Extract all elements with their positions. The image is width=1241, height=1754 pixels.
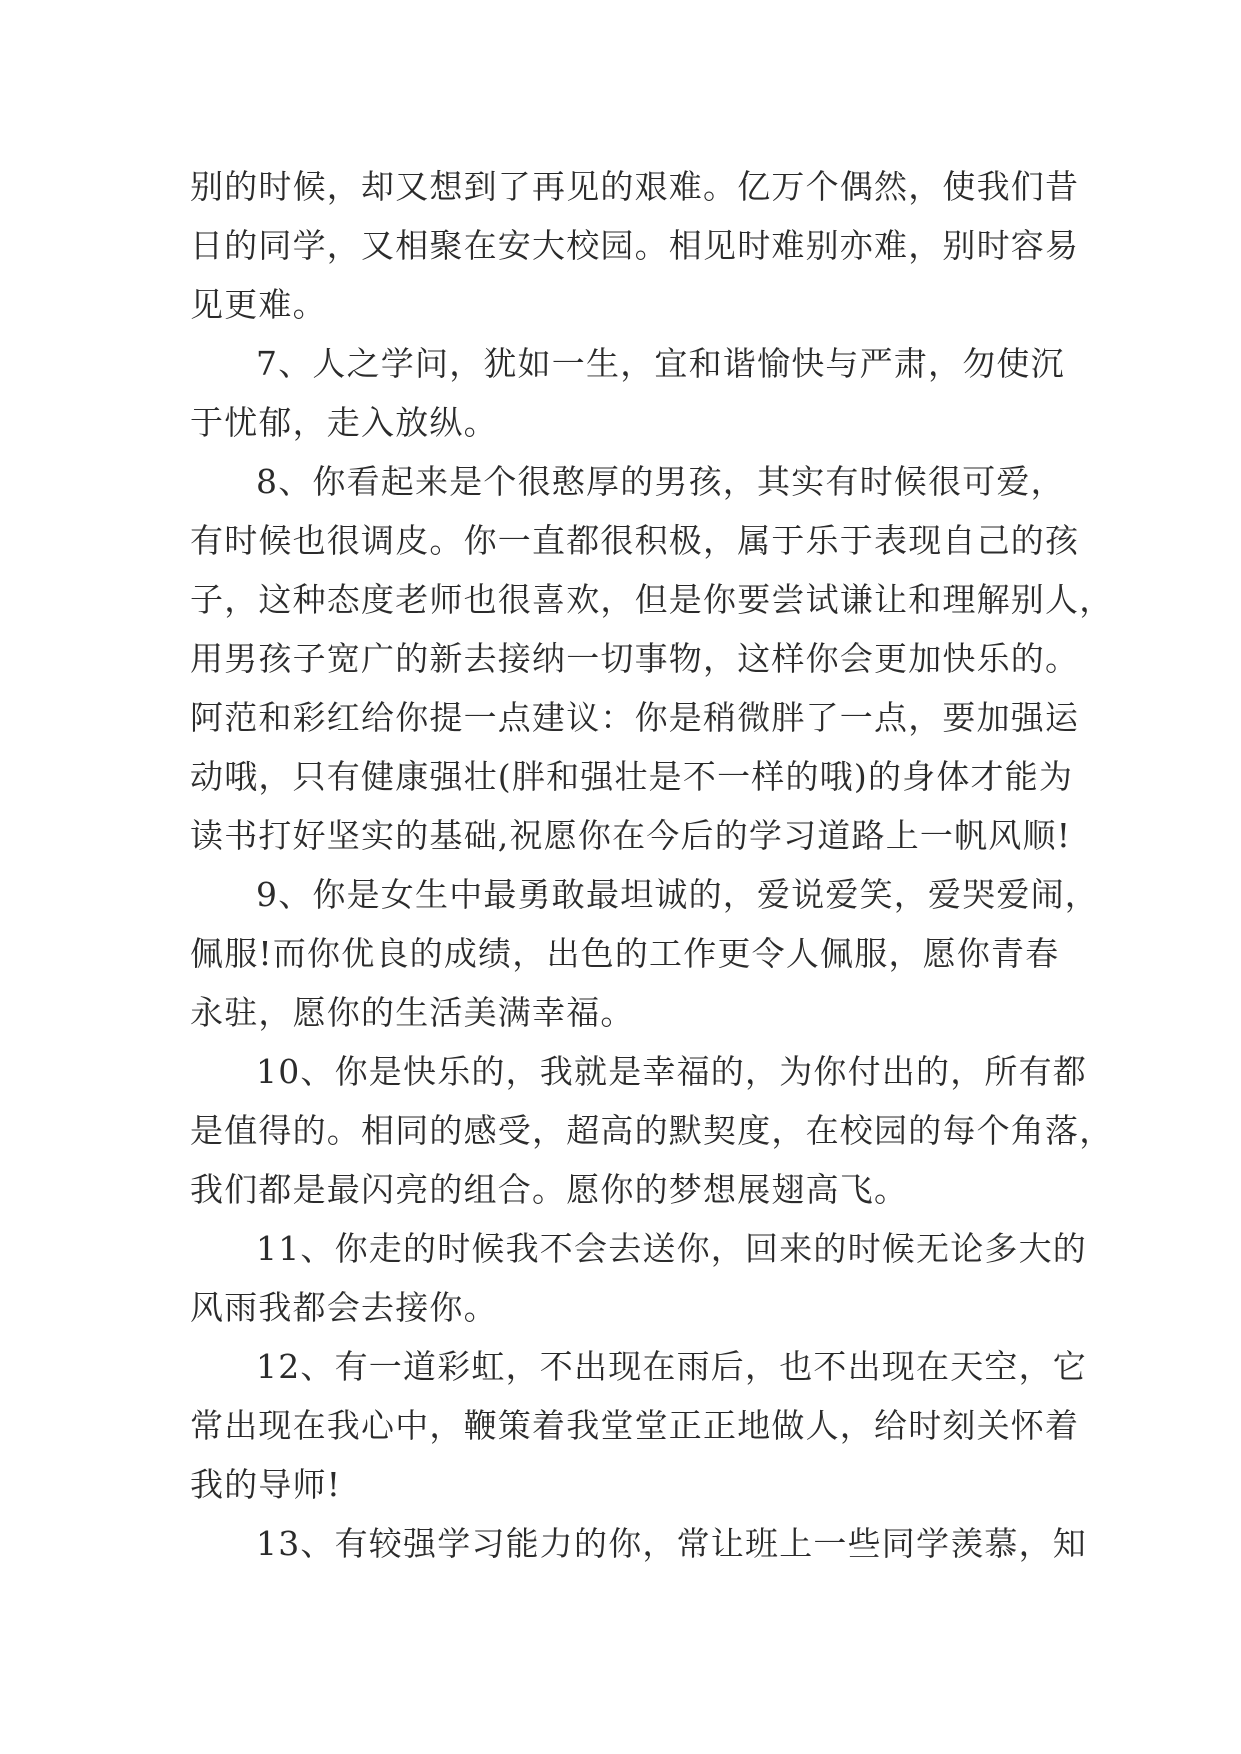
text-line: 13、有较强学习能力的你，常让班上一些同学羡慕，知	[256, 1524, 1087, 1563]
text-line: 见更难。	[190, 285, 327, 324]
text-line: 8、你看起来是个很憨厚的男孩，其实有时候很可爱，	[256, 462, 1065, 501]
text-line: 永驻，愿你的生活美满幸福。	[190, 993, 635, 1032]
text-line: 阿范和彩红给你提一点建议：你是稍微胖了一点，要加强运	[190, 698, 1080, 737]
text-line: 有时候也很调皮。你一直都很积极，属于乐于表现自己的孩	[190, 521, 1080, 560]
text-line: 9、你是女生中最勇敢最坦诚的，爱说爱笑，爱哭爱闹，	[256, 875, 1099, 914]
text-line: 风雨我都会去接你。	[190, 1288, 498, 1327]
paragraph-11	[190, 1219, 1087, 1337]
paragraph-13	[190, 1514, 1087, 1573]
text-line: 10、你是快乐的，我就是幸福的，为你付出的，所有都	[256, 1052, 1087, 1091]
paragraph-8	[190, 452, 1114, 865]
text-line: 于忧郁，走入放纵。	[190, 403, 498, 442]
text-line: 子，这种态度老师也很喜欢，但是你要尝试谦让和理解别人，	[190, 580, 1114, 619]
paragraph-7	[190, 334, 1070, 452]
text-line: 佩服!而你优良的成绩，出色的工作更令人佩服，愿你青春	[190, 934, 1060, 973]
text-line: 动哦，只有健康强壮(胖和强壮是不一样的哦)的身体才能为	[190, 757, 1074, 796]
text-line: 11、你走的时候我不会去送你，回来的时候无论多大的	[256, 1229, 1087, 1268]
paragraph-10	[190, 1042, 1114, 1219]
text-line: 日的同学，又相聚在安大校园。相见时难别亦难，别时容易	[190, 226, 1080, 265]
text-line: 别的时候，却又想到了再见的艰难。亿万个偶然，使我们昔	[190, 167, 1080, 206]
document-body	[190, 157, 1114, 1573]
paragraph-9	[190, 865, 1099, 1042]
text-line: 7、人之学问，犹如一生，宜和谐愉快与严肃，勿使沉	[256, 344, 1065, 383]
text-line: 我们都是最闪亮的组合。愿你的梦想展翅高飞。	[190, 1170, 909, 1209]
text-line: 用男孩子宽广的新去接纳一切事物，这样你会更加快乐的。	[190, 639, 1080, 678]
text-line: 常出现在我心中，鞭策着我堂堂正正地做人，给时刻关怀着	[190, 1406, 1080, 1445]
paragraph-12	[190, 1337, 1087, 1514]
text-line: 读书打好坚实的基础,祝愿你在今后的学习道路上一帆风顺!	[190, 816, 1072, 855]
text-line: 我的导师!	[190, 1465, 342, 1504]
text-line: 是值得的。相同的感受，超高的默契度，在校园的每个角落，	[190, 1111, 1114, 1150]
paragraph-6-continued	[190, 157, 1080, 334]
text-line: 12、有一道彩虹，不出现在雨后，也不出现在天空，它	[256, 1347, 1087, 1386]
